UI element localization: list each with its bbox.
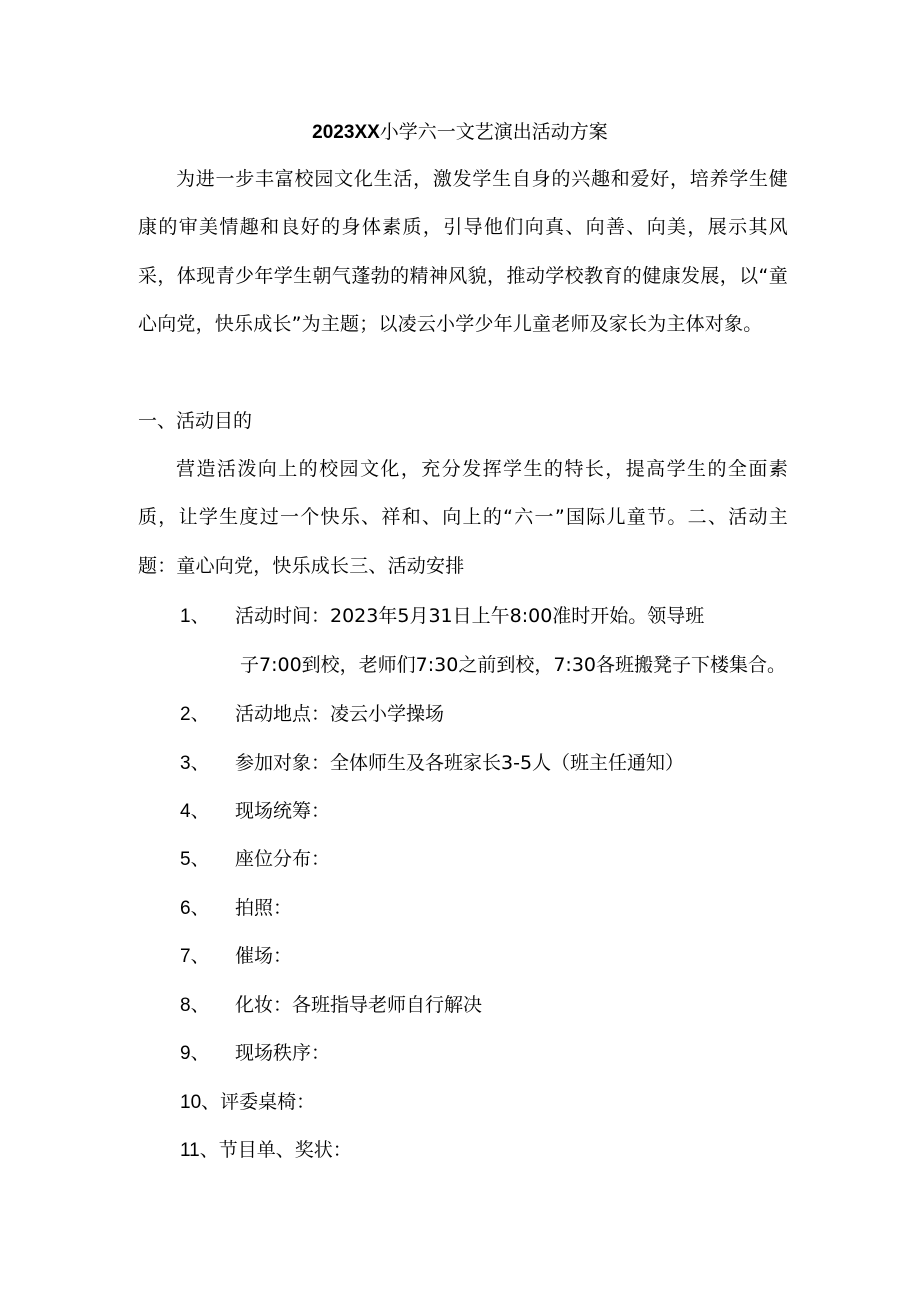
- list-item-number: 10、: [180, 1092, 221, 1113]
- list-item-number: 3、: [180, 753, 210, 774]
- document-title: [0, 118, 920, 147]
- list-item-text: 拍照：: [235, 897, 293, 919]
- list-item-text: 节目单、奖状：: [218, 1139, 352, 1161]
- list-item-2: [180, 700, 444, 729]
- list-item-text: 座位分布：: [235, 848, 331, 870]
- list-item-number: 11、: [180, 1140, 219, 1161]
- list-item-text: 参加对象：全体师生及各班家长3-5人（班主任通知）: [235, 752, 685, 774]
- list-item-text: 评委桌椅：: [220, 1091, 316, 1113]
- list-item-8: [180, 991, 482, 1020]
- list-item-5: [180, 845, 330, 874]
- list-item-text: 活动时间：2023年5月31日上午8:00准时开始。领导班: [235, 605, 705, 627]
- list-item-number: 2、: [180, 704, 210, 725]
- list-item-number: 8、: [180, 995, 210, 1016]
- list-item-number: 6、: [180, 898, 210, 919]
- list-item-7: [180, 942, 292, 971]
- section-heading-purpose: 一、活动目的: [138, 410, 253, 432]
- list-item-number: 4、: [180, 801, 210, 822]
- list-item-text: 催场：: [235, 945, 293, 967]
- list-item-number: 9、: [180, 1043, 210, 1064]
- list-item-4: [180, 797, 330, 826]
- title-year-prefix: 2023XX: [312, 122, 380, 143]
- list-item-text: 现场统筹：: [235, 800, 331, 822]
- list-item-6: [180, 894, 292, 923]
- list-item-11: [180, 1136, 352, 1165]
- list-item-9: [180, 1039, 330, 1068]
- list-item-text: 现场秩序：: [235, 1042, 331, 1064]
- list-item-1: [180, 602, 704, 631]
- list-item-number: 7、: [180, 946, 210, 967]
- list-item-text: 活动地点：凌云小学操场: [235, 703, 445, 725]
- list-item-1-continuation: 子7:00到校，老师们7:30之前到校，7:30各班搬凳子下楼集合。: [240, 654, 787, 676]
- intro-paragraph: 为进一步丰富校园文化生活，激发学生自身的兴趣和爱好，培养学生健康的审美情趣和良好的身体素质，引导他们向真、向善、向美，展示其风采，体现青少年学生朝气蓬勃的精神风貌，推动学校教育的健康发展，以“童心向党，快乐成长”为主题；以凌云小学少年儿童老师及家长为主体对象。: [138, 168, 788, 336]
- list-item-number: 1、: [180, 606, 210, 627]
- list-item-number: 5、: [180, 849, 210, 870]
- title-text: 小学六一文艺演出活动方案: [379, 121, 608, 143]
- purpose-paragraph: 营造活泼向上的校园文化，充分发挥学生的特长，提高学生的全面素质，让学生度过一个快乐、祥和、向上的“六一”国际儿童节。二、活动主题：童心向党，快乐成长三、活动安排: [138, 458, 788, 577]
- list-item-text: 化妆：各班指导老师自行解决: [235, 994, 483, 1016]
- list-item-3: [180, 749, 684, 778]
- list-item-10: [180, 1088, 315, 1117]
